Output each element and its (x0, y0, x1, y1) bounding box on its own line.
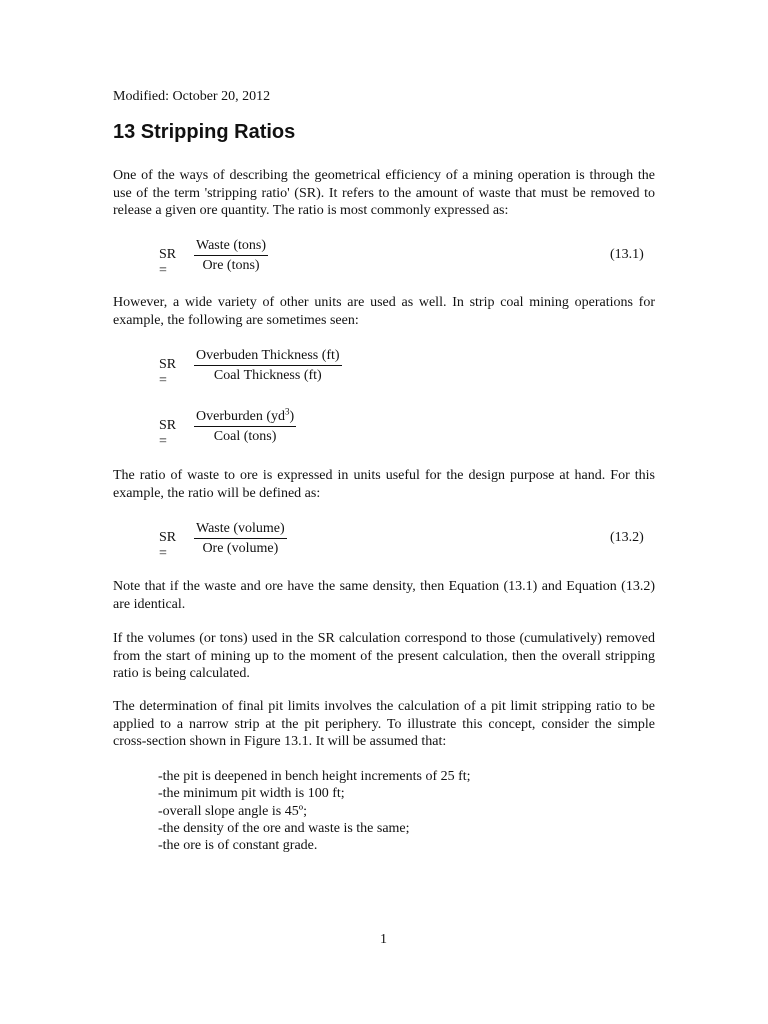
assumptions-list (158, 768, 471, 854)
equation-denominator: Ore (volume) (202, 541, 279, 556)
equation-lhs: SR = (159, 247, 177, 278)
section-title: 13 Stripping Ratios (113, 121, 296, 143)
paragraph-intro: One of the ways of describing the geometrical efficiency of a mining operation is through the use of the term 'stripping ratio' (SR). It refers to the amount of waste that must be removed to release a given ore quantity. The ratio is most commonly expressed as: (113, 168, 655, 219)
equation-denominator: Coal (tons) (213, 429, 277, 444)
list-item: -the pit is deepened in bench height increments of 25 ft; (158, 769, 471, 784)
list-item: -the ore is of constant grade. (158, 838, 318, 854)
equation-lhs: SR = (159, 418, 177, 449)
equation-numerator: Overbuden Thickness (ft) (194, 346, 342, 366)
modified-date: Modified: October 20, 2012 (113, 89, 271, 104)
equation-fraction (194, 519, 287, 558)
equation-number-13-2: (13.2) (610, 530, 644, 545)
equation-fraction (194, 407, 296, 446)
equation-number-13-1: (13.1) (610, 247, 644, 262)
page-number: 1 (380, 932, 387, 947)
equation-fraction (194, 236, 268, 275)
equation-numerator: Waste (tons) (194, 236, 268, 256)
equation-fraction (194, 346, 342, 385)
equation-lhs: SR = (159, 530, 177, 561)
list-item: -the minimum pit width is 100 ft; (158, 786, 345, 802)
equation-numerator: Overburden $(yd^3)$ (194, 407, 296, 427)
equation-lhs: SR = (159, 357, 177, 388)
list-item: -overall slope angle is 45º; (158, 803, 307, 819)
paragraph-units: However, a wide variety of other units are used as well. In strip coal mining operations for example, the following are sometimes seen: (113, 295, 655, 328)
paragraph-ratio-definition: The ratio of waste to ore is expressed in units useful for the design purpose at hand. For this example, the ratio will be defined as: (113, 468, 655, 501)
list-item: -the density of the ore and waste is the same; (158, 820, 410, 836)
paragraph-pit-limits: The determination of final pit limits involves the calculation of a pit limit stripping ratio to be applied to a narrow strip at the pit periphery. To illustrate this concept, consider the simple cross-section shown in Figure 13.1. It will be assumed that: (113, 699, 655, 750)
paragraph-density-note: Note that if the waste and ore have the same density, then Equation (13.1) and Equation (13.2) are identical. (113, 579, 655, 612)
paragraph-overall-ratio: If the volumes (or tons) used in the SR calculation correspond to those (cumulatively) removed from the start of mining up to the moment of the present calculation, then the overall stripping ratio is being calculated. (113, 631, 655, 682)
equation-numerator: Waste (volume) (194, 519, 287, 539)
equation-denominator: Coal Thickness (ft) (213, 368, 322, 383)
equation-denominator: Ore (tons) (202, 258, 260, 273)
